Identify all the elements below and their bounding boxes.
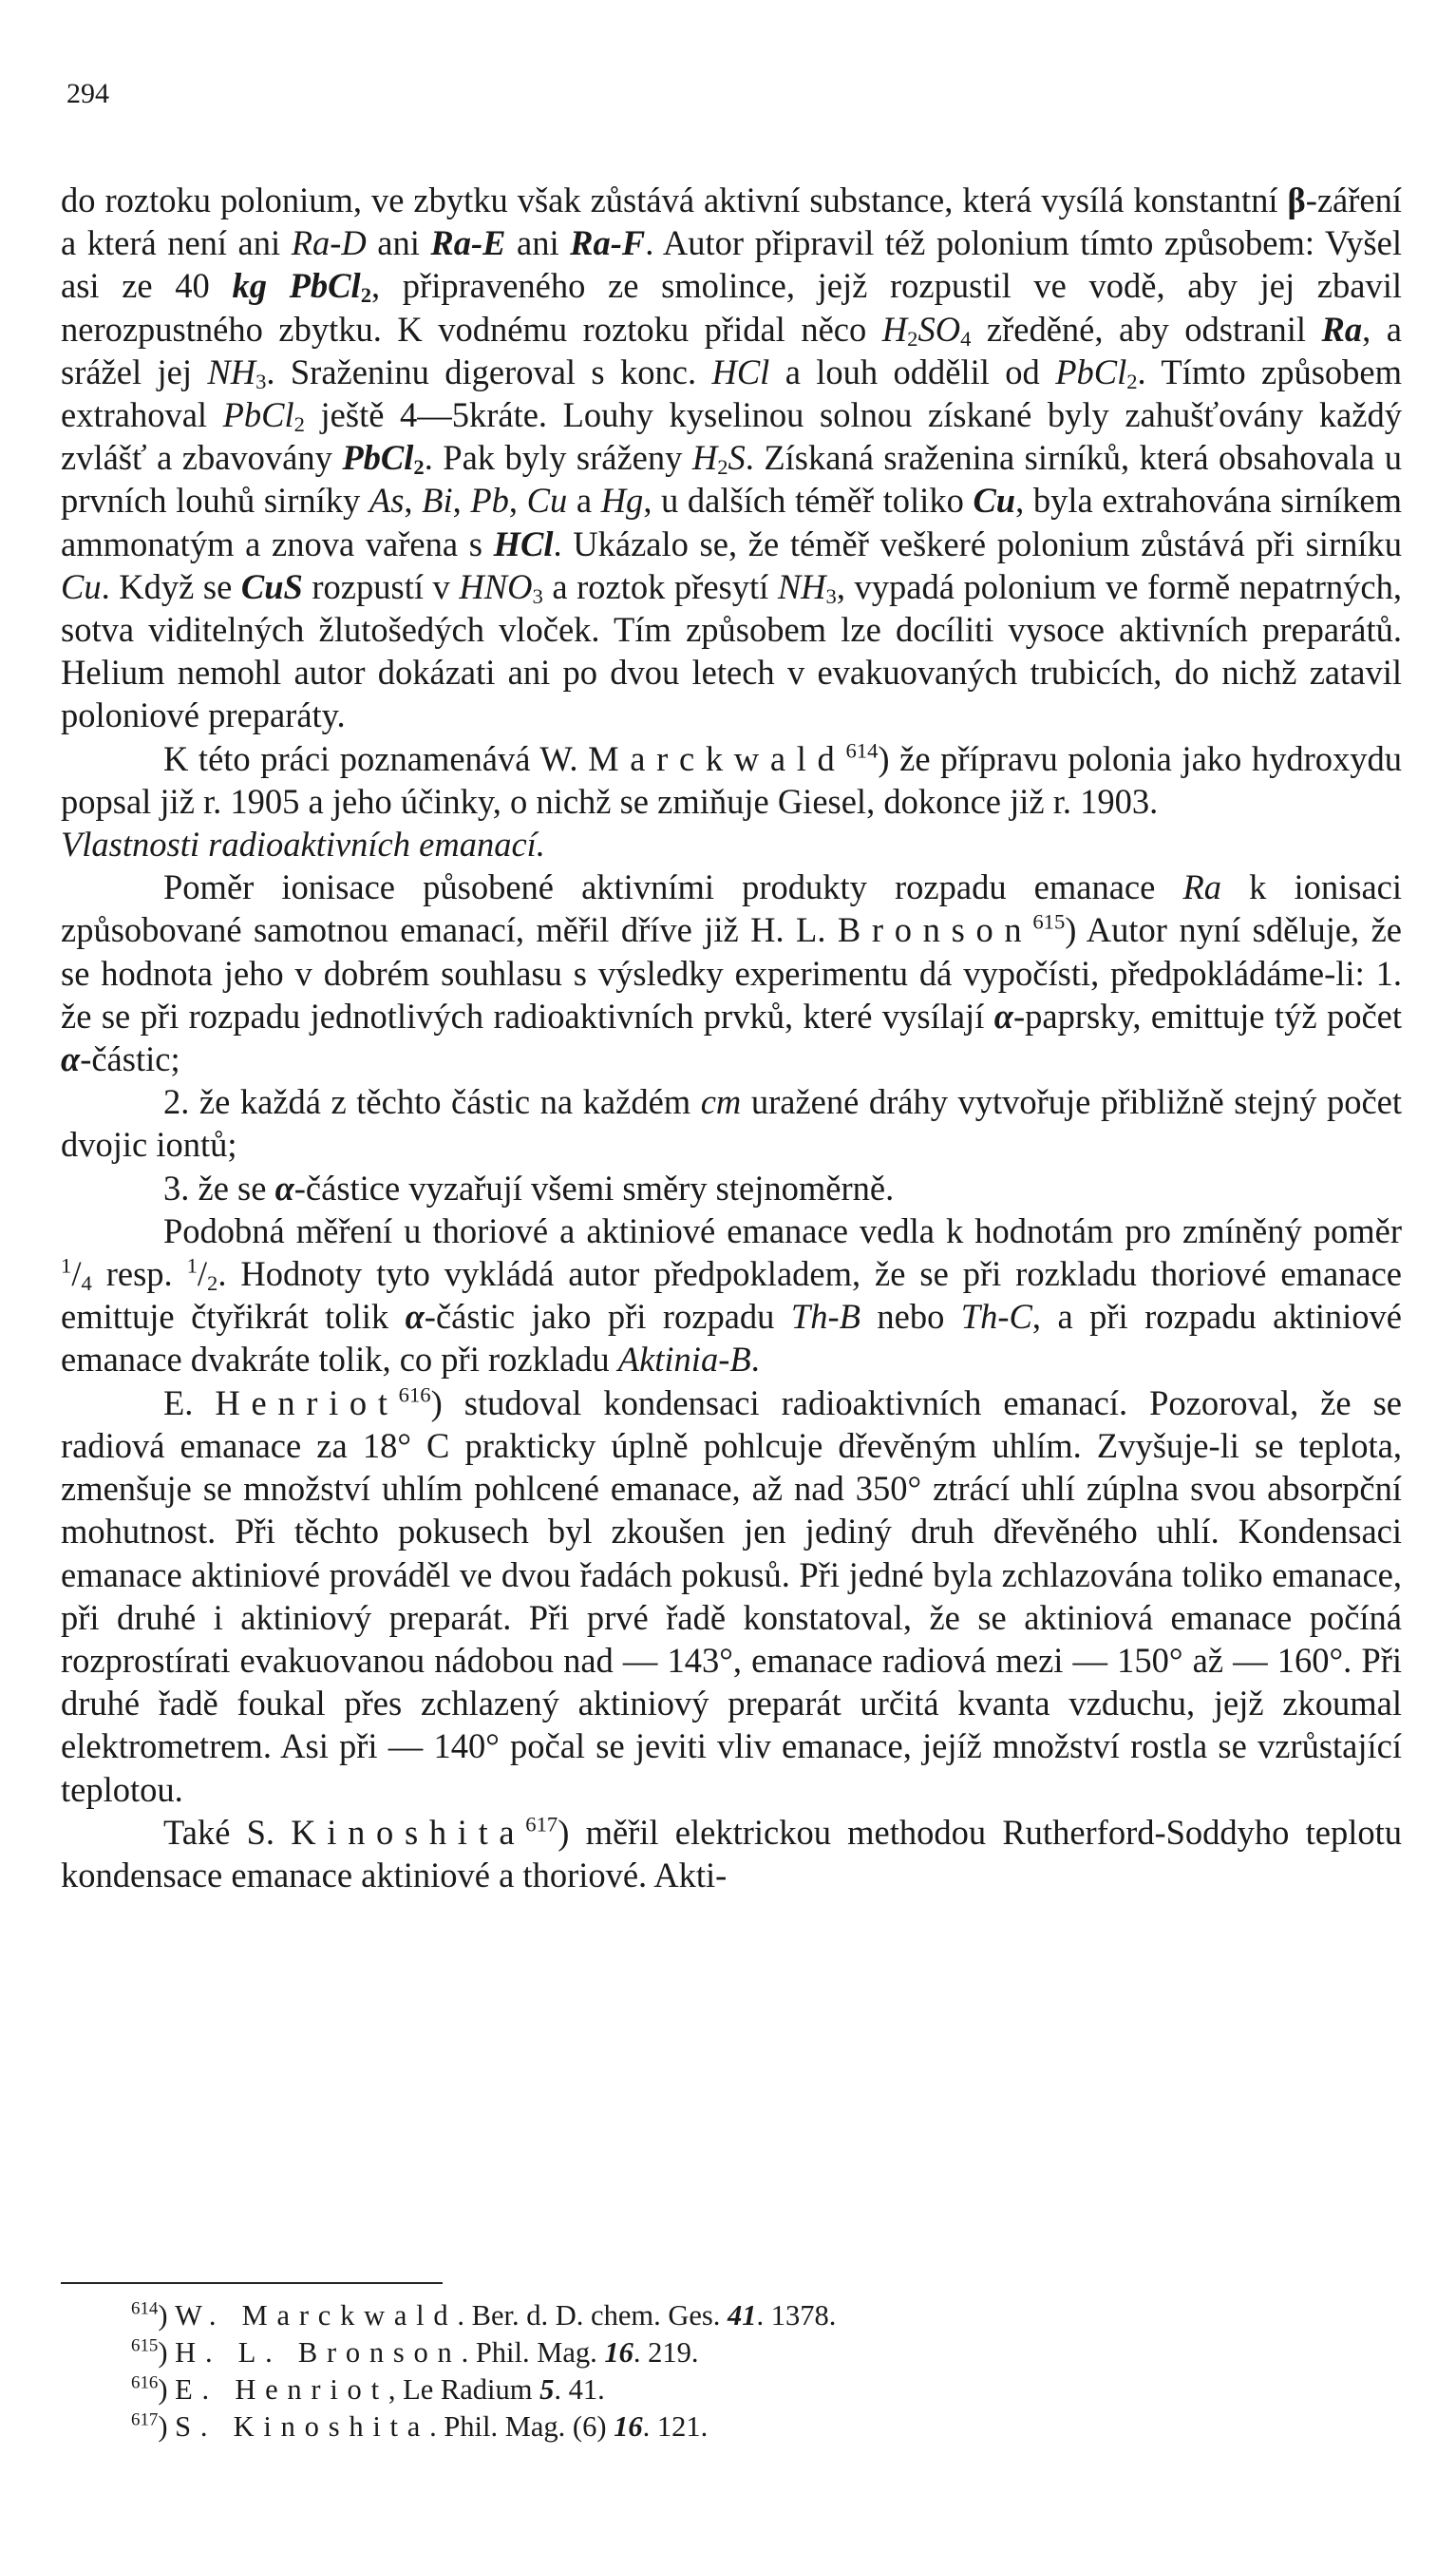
ra-term: Ra — [1182, 867, 1221, 907]
footnote-author: H. L. Bronson — [175, 2336, 462, 2369]
footnote-ref: 615 — [1032, 909, 1066, 934]
formula-hno3: HNO — [459, 566, 533, 606]
text-run: ) měřil elektrickou methodou Rutherford-Soddyho teplotu kondensace emanace aktiniové a thoriové. Akti- — [61, 1812, 1403, 1894]
th-b-term: Th-B — [790, 1297, 860, 1337]
text-run: do roztoku polonium, ve zbytku však zůstává aktivní substance, která vysílá konstantní — [61, 181, 1288, 219]
text-run: . Když se — [101, 566, 241, 606]
ra-term: Ra — [1321, 309, 1363, 349]
paragraph-thorium-actinium — [61, 1209, 1402, 1381]
footnote-614 — [131, 2297, 1366, 2334]
footnote-volume: 16 — [604, 2336, 633, 2369]
author-name: Marckwald — [588, 738, 846, 778]
subscript: 2 — [293, 411, 305, 436]
footnote-author: S. Kinoshita — [175, 2410, 430, 2443]
formula-h2s: H — [691, 438, 718, 478]
text-run: E. — [163, 1382, 216, 1422]
text-run: -částic; — [80, 1039, 180, 1079]
text-run: , — [404, 481, 423, 521]
subscript: 2 — [413, 455, 425, 480]
text-run: , — [508, 481, 527, 521]
subscript: 3 — [825, 583, 837, 608]
footnote-ref: 617 — [525, 1812, 558, 1837]
text-run: -částice vyzařují všemi směry stejnoměrně. — [293, 1168, 895, 1208]
footnote-number: $^{617}$) — [131, 2409, 168, 2443]
text-run: , u dalších téměř toliko — [643, 481, 974, 521]
text-run: K této práci poznamenává W. — [163, 738, 589, 778]
formula-cus: CuS — [240, 566, 303, 606]
alpha-symbol: α — [993, 996, 1013, 1036]
subscript: 2 — [907, 326, 918, 351]
fraction-half: $^1/_2$ — [186, 1253, 218, 1296]
text-run: uražené dráhy vytvořuje přibližně stejný počet dvojic iontů; — [61, 1082, 1403, 1165]
text-run: , a srážel jej — [61, 309, 1402, 391]
footnote-number: $^{614}$) — [131, 2298, 168, 2332]
text-run: , připraveného ze smolince, jejž rozpustil ve vodě, aby jej zbavil nerozpustného zbytku. K vodnému roztoku přidal něco — [61, 266, 1402, 349]
footnote-divider — [61, 2282, 443, 2284]
alpha-symbol: α — [274, 1168, 294, 1208]
element-cu: Cu — [526, 481, 568, 521]
paragraph-henriot — [61, 1381, 1402, 1811]
page-number: 294 — [66, 78, 109, 109]
unit-cm: cm — [700, 1082, 742, 1122]
text-run: Poměr ionisace působené aktivními produkty rozpadu emanace — [163, 867, 1183, 907]
ra-f-term: Ra-F — [570, 223, 646, 263]
unit-kg: kg — [232, 266, 267, 306]
footnote-source: . Phil. Mag. — [461, 2336, 605, 2369]
footnote-pages: . 219. — [633, 2336, 699, 2369]
text-run: a louh oddělil od — [769, 352, 1056, 391]
footnote-615 — [131, 2334, 1366, 2371]
formula-h2so4: H — [881, 309, 908, 349]
body-text — [61, 179, 1402, 1896]
footnote-author: E. Henriot — [175, 2373, 388, 2406]
subscript: 3 — [532, 583, 543, 608]
text-run: . Získaná sraženina sirníků, která obsahovala u prvních louhů sirníky — [61, 438, 1402, 521]
text-run — [267, 266, 290, 305]
alpha-symbol: α — [61, 1039, 81, 1079]
formula-nh3: NH — [777, 566, 826, 606]
footnote-pages: . 1378. — [756, 2299, 837, 2332]
subscript: 2 — [1126, 369, 1138, 393]
footnote-volume: 5 — [539, 2373, 555, 2406]
author-name: Henriot — [215, 1382, 399, 1422]
text-run: . — [750, 1340, 760, 1380]
ra-e-term: Ra-E — [430, 223, 506, 263]
formula-pbcl2: PbCl — [289, 266, 361, 306]
formula-nh3: NH — [207, 352, 256, 391]
text-run: -částic jako při rozpadu — [424, 1297, 791, 1337]
text-run: k ionisaci způsobované samotnou emanací, měřil dříve již H. L. — [61, 867, 1403, 950]
element-cu: Cu — [973, 481, 1016, 521]
element-hg: Hg — [600, 481, 644, 521]
text-run: rozpustí v — [302, 566, 460, 606]
formula-hcl: HCl — [493, 524, 554, 563]
text-run: -záření a která není ani — [61, 181, 1402, 263]
list-item — [61, 1080, 1402, 1166]
text-run: ani — [505, 223, 571, 263]
section-heading: Vlastnosti radioaktivních emanací. — [61, 825, 545, 865]
element-bi: Bi — [422, 481, 453, 521]
author-name: Kinoshita — [291, 1812, 526, 1852]
formula-pbcl2: PbCl — [222, 395, 294, 435]
text-run: . Pak byly sráženy — [424, 438, 692, 478]
text-run: 3. že se — [163, 1168, 275, 1208]
text-run: ) Autor nyní sděluje, že se hodnota jeho v dobrém souhlasu s výsledky experimentu dá vypočísti, předpokládáme-li: 1. že se při rozpadu jednotlivých radioaktivních prvků, které vysílají — [61, 910, 1402, 1036]
footnote-pages: . 121. — [642, 2410, 709, 2443]
footnotes — [131, 2297, 1366, 2446]
text-run: ještě 4—5kráte. Louhy kyselinou solnou získané byly zahušťovány každý zvlášť a zbavovány — [61, 395, 1402, 478]
formula-pbcl2: PbCl — [342, 438, 414, 478]
text-run: ) že přípravu polonia jako hydroxydu popsal již r. 1905 a jeho účinky, o nichž se zmiňuje Giesel, dokonce již r. 1903. — [61, 738, 1402, 821]
text-run: Také S. — [163, 1812, 292, 1852]
formula-pbcl2: PbCl — [1055, 352, 1127, 391]
text-run: . Autor připravil též polonium tímto způsobem: Vyšel asi ze 40 — [61, 223, 1402, 306]
footnote-volume: 16 — [614, 2410, 643, 2443]
text-run: . Sraženinu digeroval s konc. — [266, 352, 712, 391]
formula-h2s-part: S — [728, 438, 746, 478]
subscript: 4 — [960, 326, 972, 351]
paragraph-bronson — [61, 866, 1402, 1080]
text-run: zředěné, aby odstranil — [971, 309, 1322, 349]
footnote-source: . Phil. Mag. (6) — [429, 2410, 615, 2443]
footnote-617 — [131, 2408, 1366, 2446]
text-run: . Ukázalo se, že téměř veškeré polonium zůstává při sirníku — [553, 524, 1402, 563]
formula-h2so4-part: SO — [917, 309, 961, 349]
footnote-616 — [131, 2371, 1366, 2408]
footnote-pages: . 41. — [554, 2373, 605, 2406]
text-run: a roztok přesytí — [542, 566, 778, 606]
footnote-source: , Le Radium — [388, 2373, 540, 2406]
text-run: a — [567, 481, 601, 521]
footnote-source: . Ber. d. D. chem. Ges. — [457, 2299, 728, 2332]
footnote-author: W. Marckwald — [175, 2299, 458, 2332]
beta-symbol: β — [1287, 181, 1306, 219]
text-run: resp. — [91, 1254, 187, 1294]
text-run: Podobná měření u thoriové a aktiniové emanace vedla k hodnotám pro zmíněný poměr — [163, 1210, 1402, 1250]
fraction-quarter: $^1/_4$ — [61, 1253, 92, 1296]
text-run: . Tímto způsobem extrahoval — [61, 352, 1402, 435]
paragraph-marckwald-note — [61, 737, 1402, 823]
formula-hcl: HCl — [711, 352, 770, 391]
list-item — [61, 1167, 1402, 1209]
element-cu: Cu — [61, 566, 102, 606]
text-run: ani — [366, 223, 431, 263]
paragraph-polonium-extraction — [61, 179, 1402, 737]
th-c-term: Th-C — [960, 1297, 1032, 1337]
text-run: , byla extrahována sirníkem ammonatým a znova vařena s — [61, 481, 1403, 563]
alpha-symbol: α — [405, 1297, 425, 1337]
footnote-ref: 614 — [845, 738, 879, 763]
text-run: , a při rozpadu aktiniové emanace dvakráte tolik, co při rozkladu — [61, 1297, 1403, 1380]
author-name: Bronson — [837, 910, 1033, 950]
text-run: , vypadá polonium ve formě nepatrných, sotva viditelných žlutošedých vloček. Tím způsobem lze docíliti vysoce aktivních preparátů. Helium nemohl autor dokázati ani po dvou letech v evakuovaných trubicích, do nichž zatavil poloniové preparáty. — [61, 566, 1402, 735]
subscript: 3 — [255, 369, 267, 393]
element-pb: Pb — [470, 481, 509, 521]
text-run: nebo — [860, 1297, 961, 1337]
text-run: -paprsky, emittuje týž počet — [1012, 996, 1402, 1036]
footnote-number: $^{615}$) — [131, 2335, 168, 2369]
subscript: 2 — [360, 283, 371, 308]
footnote-volume: 41 — [728, 2299, 757, 2332]
text-run: 2. že každá z těchto částic na každém — [163, 1082, 701, 1122]
paragraph-kinoshita — [61, 1811, 1402, 1896]
text-run: ) studoval kondensaci radioaktivních emanací. Pozoroval, že se radiová emanace za 18° C prakticky úplně pohlcuje dřevěným uhlím. Zvyšuje-li se teplota, zmenšuje se množství uhlím pohlcené emanace, až nad 350° ztrácí uhlí zúplna svou absorpční mohutnost. Při těchto pokusech byl zkoušen jen jediný druh dřevěného uhlí. Kondensaci emanace aktiniové prováděl ve dvou řadách pokusů. Při jedné byla zchlazována toliko emanace, při druhé i aktiniový preparát. Při prvé řadě konstatoval, že se aktiniová emanace počíná rozprostírati evakuovanou nádobou nad — 143°, emanace radiová mezi — 150° až — 160°. Při druhé řadě foukal přes zchlazený aktiniový preparát určitá kvanta vzduchu, jejž zkoumal elektrometrem. Asi při — 140° počal se jeviti vliv emanace, jejíž množství rostla se vzrůstající teplotou. — [61, 1382, 1402, 1809]
text-run: . Hodnoty tyto vykládá autor předpokladem, že se při rozkladu thoriové emanace emittuje čtyřikrát tolik — [61, 1254, 1403, 1337]
footnote-number: $^{616}$) — [131, 2372, 168, 2406]
footnote-ref: 616 — [398, 1382, 431, 1407]
subscript: 2 — [717, 455, 728, 480]
element-as: As — [369, 481, 405, 521]
text-run: , — [452, 481, 471, 521]
ra-d-term: Ra-D — [291, 223, 367, 263]
aktinia-b-term: Aktinia-B — [617, 1340, 751, 1380]
